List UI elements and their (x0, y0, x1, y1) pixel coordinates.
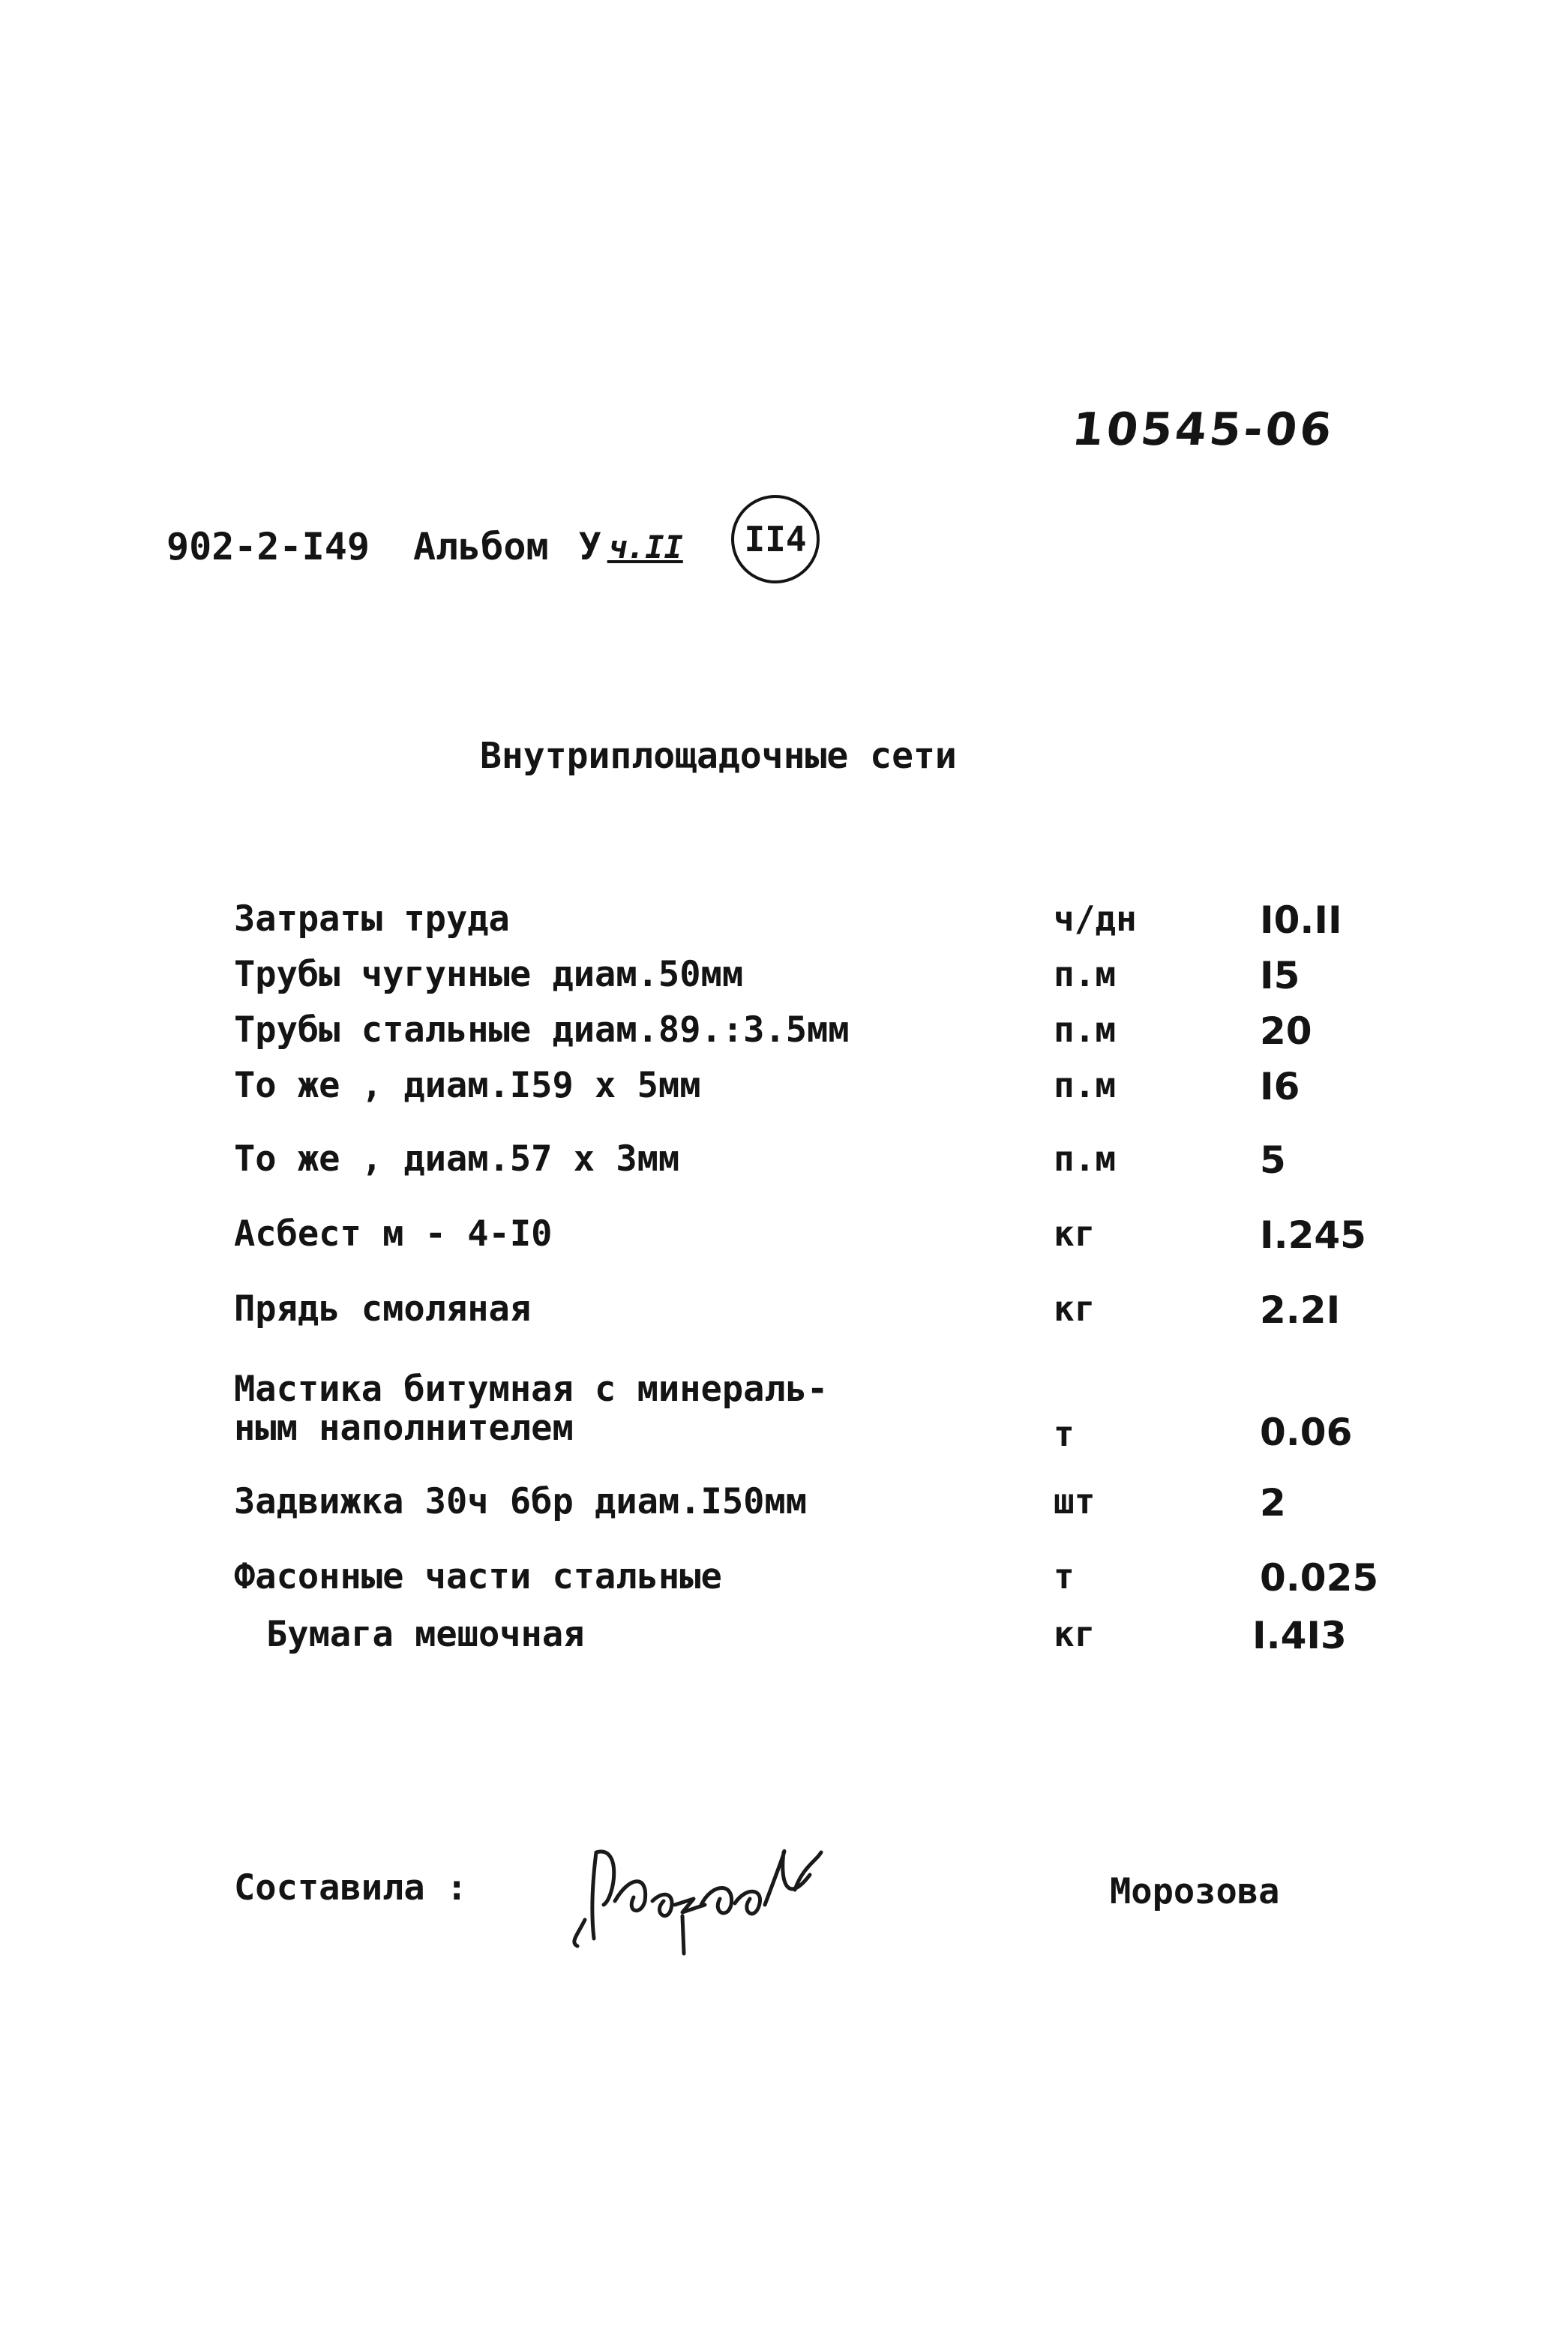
document-number: 10545-06 (1069, 403, 1337, 456)
list-item (0, 1213, 1568, 1266)
handwritten-signature (562, 1830, 847, 1957)
header-line (166, 525, 683, 568)
list-item (0, 1614, 1568, 1666)
item-value: I0.II (1260, 898, 1342, 942)
list-item (0, 1065, 1568, 1117)
item-value: I.4I3 (1252, 1614, 1347, 1657)
item-name: Задвижка 30ч 6бр диам.I50мм (234, 1481, 808, 1522)
list-item (0, 954, 1568, 1006)
item-name: Фасонные части стальные (234, 1556, 722, 1597)
item-unit: п.м (1054, 1138, 1117, 1179)
item-value: 5 (1260, 1138, 1286, 1182)
item-name-continued: ным наполнителем (234, 1408, 574, 1449)
item-name: Асбест м - 4-I0 (234, 1213, 553, 1255)
sheet-number: II4 (744, 519, 807, 559)
item-unit: ч/дн (1054, 898, 1137, 939)
item-name: То же , диам.I59 x 5мм (234, 1065, 701, 1106)
project-code: 902-2-I49 (166, 525, 370, 568)
item-value: I5 (1260, 954, 1300, 997)
item-unit: п.м (1054, 1009, 1117, 1050)
compiler-name: Морозова (1110, 1871, 1280, 1912)
compiled-by-label: Составила : (234, 1867, 468, 1909)
item-value: 0.025 (1260, 1556, 1379, 1600)
item-unit: шт (1054, 1481, 1096, 1522)
item-name: Бумага мешочная (266, 1614, 585, 1655)
item-name: Затраты труда (234, 898, 510, 940)
item-unit: п.м (1054, 1065, 1117, 1105)
item-name: То же , диам.57 x 3мм (234, 1138, 680, 1180)
list-item (0, 1138, 1568, 1191)
album-label: Альбом (412, 525, 549, 568)
item-unit: п.м (1054, 954, 1117, 994)
list-item (0, 1288, 1568, 1341)
item-name: Прядь смоляная (234, 1288, 532, 1330)
item-value: 2 (1260, 1481, 1286, 1525)
album-part: ч.II (607, 528, 683, 565)
item-unit: кг (1054, 1614, 1096, 1654)
item-value: 0.06 (1260, 1411, 1353, 1454)
item-unit: кг (1054, 1213, 1096, 1254)
album-number: У (578, 525, 601, 568)
item-value: I6 (1260, 1065, 1300, 1108)
item-name: Трубы стальные диам.89.:3.5мм (234, 1009, 850, 1051)
item-value: 20 (1260, 1009, 1312, 1053)
item-name: Мастика битумная с минераль- (234, 1369, 829, 1410)
list-item (0, 898, 1568, 951)
item-name: Трубы чугунные диам.50мм (234, 954, 744, 995)
item-value: I.245 (1260, 1213, 1366, 1257)
sheet-number-stamp (731, 495, 820, 583)
item-unit: т (1054, 1556, 1075, 1597)
list-item (0, 1369, 1568, 1466)
page-title: Внутриплощадочные сети (480, 735, 957, 777)
list-item (0, 1009, 1568, 1062)
list-item (0, 1556, 1568, 1609)
item-unit: кг (1054, 1288, 1096, 1329)
item-unit: т (1054, 1414, 1075, 1454)
list-item (0, 1481, 1568, 1534)
item-value: 2.2I (1260, 1288, 1341, 1332)
